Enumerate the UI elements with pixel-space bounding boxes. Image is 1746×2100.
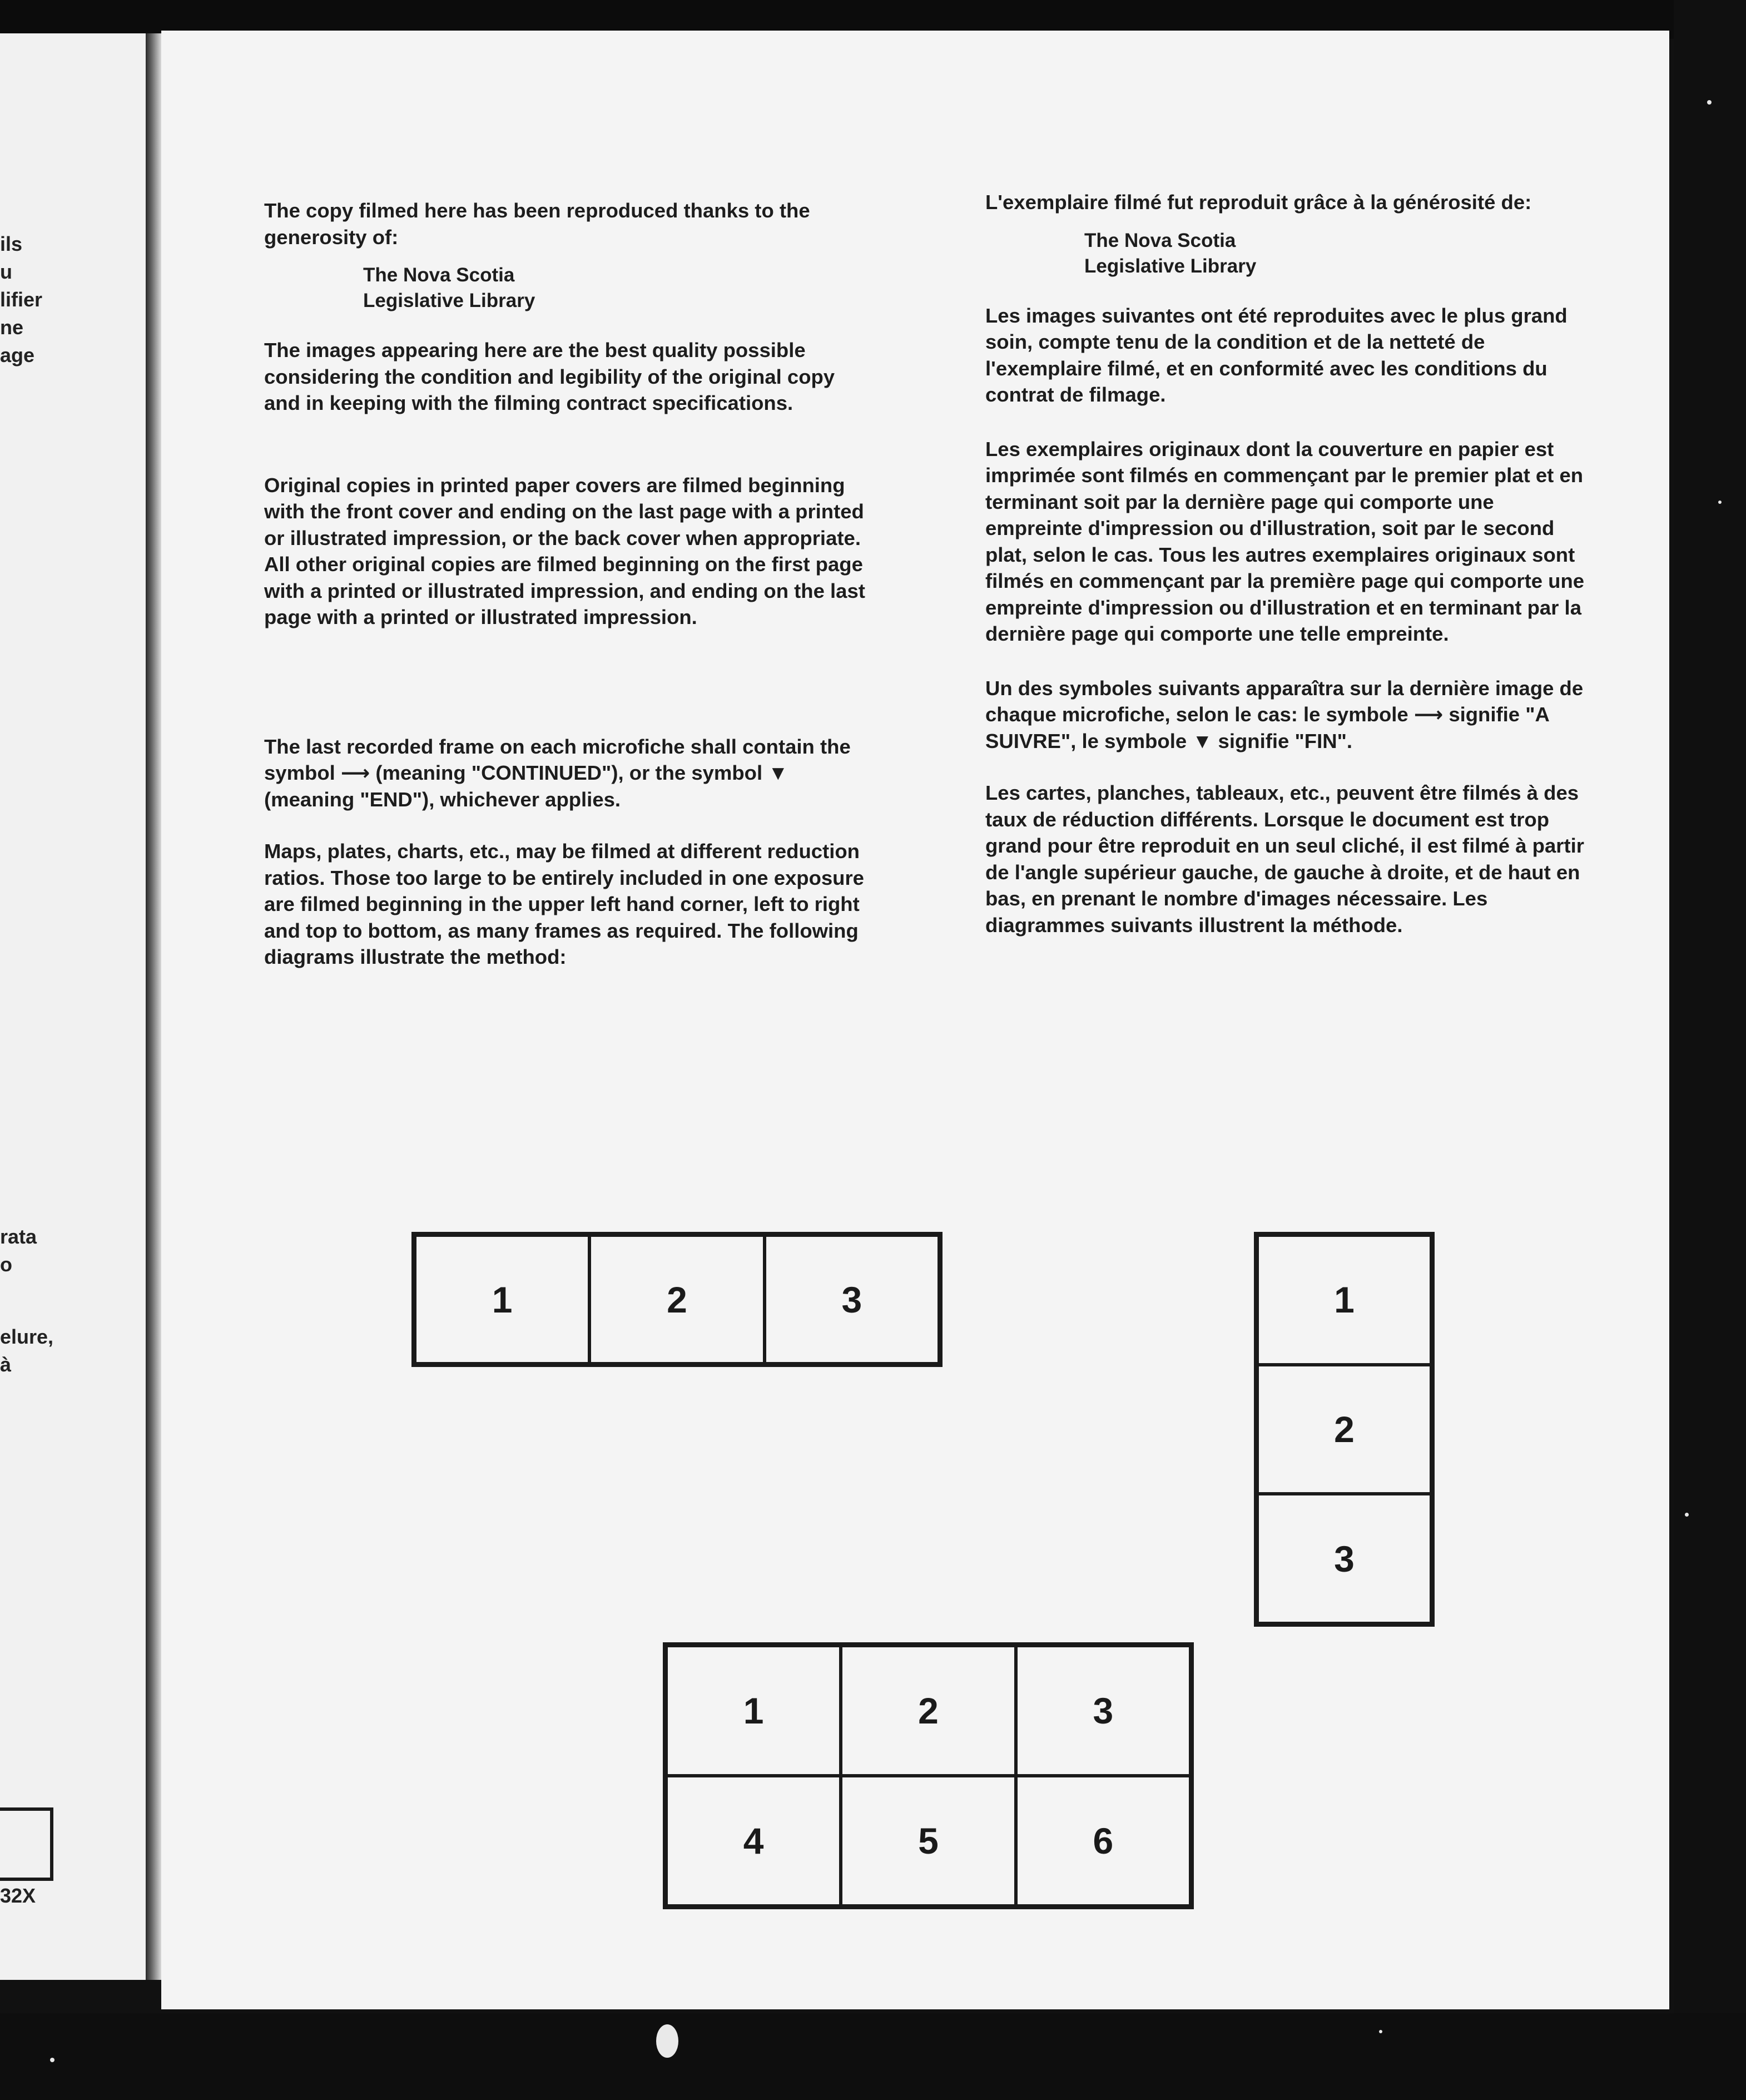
film-speck (1707, 100, 1712, 105)
vertical-frame-diagram (1254, 1232, 1435, 1627)
frame-cell: 2 (1257, 1365, 1431, 1494)
film-speck (656, 2024, 678, 2058)
film-edge-bottom (0, 2013, 1746, 2100)
horizontal-frame-diagram (411, 1232, 943, 1367)
english-column (264, 197, 870, 970)
frame-cell: 3 (1016, 1646, 1191, 1776)
left-fragment: u (0, 260, 12, 283)
frame-cell: 2 (841, 1646, 1015, 1776)
frame-cell: 3 (765, 1235, 939, 1364)
left-fragment: ils (0, 232, 23, 255)
english-maps-paragraph: Maps, plates, charts, etc., may be filmed at different reduction ratios. Those too large to be entirely included in one exposure are filmed beginning in the upper left hand corner, left to right and top to bottom, as many frames as required. The following diagrams illustrate the method: (264, 840, 864, 968)
english-library-name: The Nova Scotia (363, 264, 515, 286)
french-intro: L'exemplaire filmé fut reproduit grâce à la générosité de: (985, 191, 1532, 214)
french-library-name-2: Legislative Library (1084, 255, 1257, 277)
french-symbols-paragraph: Un des symboles suivants apparaîtra sur la dernière image de chaque microfiche, selon le cas: le symbole ⟶ signifie "A SUIVRE", le symbole ▼ signifie "FIN". (985, 676, 1584, 752)
english-covers-paragraph: Original copies in printed paper covers are filmed beginning with the front cover and ending on the last page with a printed or illustrated impression, or the back cover when appropriate. All other original copies are filmed beginning on the first page with a printed or illustrated impression, and ending on the last page with a printed or illustrated impression. (264, 473, 865, 628)
frame-cell: 1 (415, 1235, 589, 1364)
frame-cell: 1 (666, 1646, 841, 1776)
left-fragment: o (0, 1253, 12, 1276)
film-speck (1685, 1513, 1689, 1517)
grid-frame-diagram (663, 1642, 1194, 1909)
french-column (985, 189, 1591, 938)
left-fragment: ne (0, 316, 24, 339)
previous-page-fragment (0, 33, 146, 1980)
english-symbols-paragraph: The last recorded frame on each microfiche shall contain the symbol ⟶ (meaning "CONTINUED"), or the symbol ▼ (meaning "END"), whichever applies. (264, 735, 851, 811)
film-speck (50, 2058, 54, 2062)
french-quality-paragraph: Les images suivantes ont été reproduites avec le plus grand soin, compte tenu de la condition et de la netteté de l'exemplaire filmé, et en conformité avec les conditions du contrat de filmage. (985, 304, 1568, 406)
french-library-name: The Nova Scotia (1084, 229, 1236, 251)
left-fragment: rata (0, 1225, 37, 1248)
frame-cell: 2 (589, 1235, 764, 1364)
frame-cell: 5 (841, 1776, 1015, 1906)
left-fragment: lifier (0, 288, 43, 311)
left-fragment: elure, (0, 1325, 54, 1348)
document-page (161, 31, 1669, 2009)
left-fragment: 32X (0, 1884, 36, 1907)
frame-cell: 3 (1257, 1494, 1431, 1623)
left-fragment: age (0, 344, 35, 366)
frame-cell: 6 (1016, 1776, 1191, 1906)
english-library-name-2: Legislative Library (363, 290, 535, 311)
english-quality-paragraph: The images appearing here are the best quality possible considering the condition and legibility of the original copy and in keeping with the filming contract specifications. (264, 339, 835, 414)
page-gutter (146, 33, 161, 1980)
left-page-box (0, 1807, 53, 1881)
frame-cell: 4 (666, 1776, 841, 1906)
film-speck (1379, 2030, 1382, 2033)
french-maps-paragraph: Les cartes, planches, tableaux, etc., peuvent être filmés à des taux de réduction différents. Lorsque le document est trop grand pour être reproduit en un seul cliché, il est filmé à partir de l'angle supérieur gauche, de gauche à droite, et de haut en bas, en prenant le nombre d'images nécessaire. Les diagrammes suivants illustrent la méthode. (985, 781, 1584, 937)
film-speck (1718, 501, 1722, 504)
left-fragment: à (0, 1353, 12, 1376)
french-covers-paragraph: Les exemplaires originaux dont la couverture en papier est imprimée sont filmés en commençant par le premier plat et en terminant soit par la dernière page qui comporte une empreinte d'impression ou d'illustration, soit par le second plat, selon le cas. Tous les autres exemplaires originaux sont filmés en commençant par la première page qui comporte une empreinte d'impression ou d'illustration et en terminant par la dernière page qui comporte une telle empreinte. (985, 437, 1585, 645)
film-edge-right (1674, 0, 1746, 2100)
english-intro: The copy filmed here has been reproduced thanks to the generosity of: (264, 199, 810, 249)
frame-cell: 1 (1257, 1235, 1431, 1365)
